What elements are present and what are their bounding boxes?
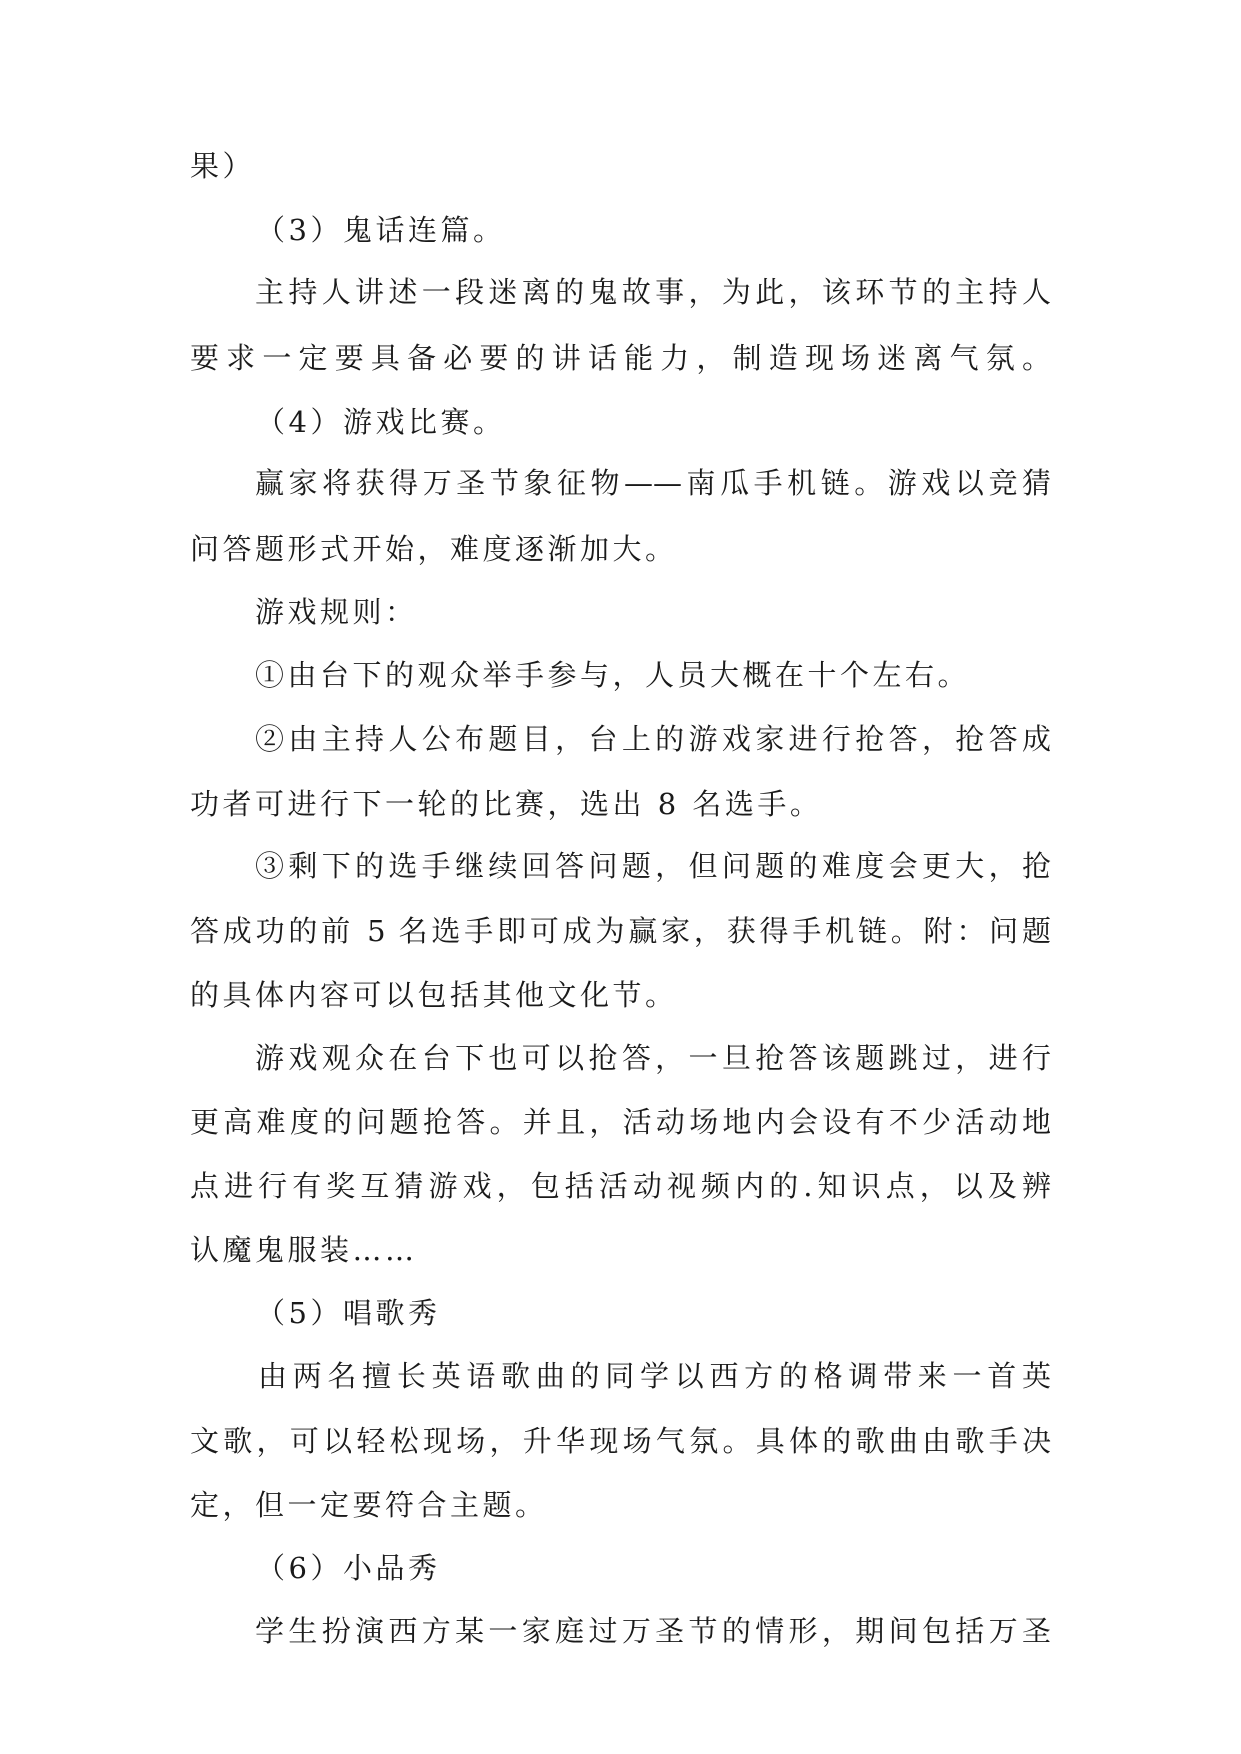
paragraph-line: 功者可进行下一轮的比赛，选出 8 名选手。 bbox=[190, 787, 823, 821]
paragraph-line: 赢家将获得万圣节象征物——南瓜手机链。游戏以竞猜 bbox=[255, 466, 1051, 500]
paragraph-line: 要求一定要具备必要的讲话能力，制造现场迷离气氛。 bbox=[190, 341, 1051, 375]
paragraph-line: 认魔鬼服装…… bbox=[190, 1233, 418, 1267]
paragraph-line: 由两名擅长英语歌曲的同学以西方的格调带来一首英 bbox=[258, 1359, 1051, 1393]
section-heading: （6）小品秀 bbox=[256, 1551, 441, 1585]
paragraph-line: 主持人讲述一段迷离的鬼故事，为此，该环节的主持人 bbox=[255, 275, 1051, 309]
paragraph-line: 文歌，可以轻松现场，升华现场气氛。具体的歌曲由歌手决 bbox=[190, 1424, 1051, 1458]
section-heading: （3）鬼话连篇。 bbox=[256, 213, 506, 247]
paragraph-line: 果） bbox=[190, 149, 256, 183]
list-item: ①由台下的观众举手参与，人员大概在十个左右。 bbox=[255, 658, 971, 692]
paragraph-line: 更高难度的问题抢答。并且，活动场地内会设有不少活动地 bbox=[190, 1105, 1051, 1139]
paragraph-line: 游戏规则： bbox=[255, 595, 418, 629]
paragraph-line: 答成功的前 5 名选手即可成为赢家，获得手机链。附：问题 bbox=[190, 914, 1051, 948]
list-item: ②由主持人公布题目，台上的游戏家进行抢答，抢答成 bbox=[255, 722, 1051, 756]
paragraph-line: 问答题形式开始，难度逐渐加大。 bbox=[190, 532, 678, 566]
paragraph-line: 点进行有奖互猜游戏，包括活动视频内的.知识点，以及辨 bbox=[190, 1169, 1051, 1203]
paragraph-line: 的具体内容可以包括其他文化节。 bbox=[190, 978, 678, 1012]
list-item: ③剩下的选手继续回答问题，但问题的难度会更大，抢 bbox=[255, 849, 1051, 883]
paragraph-line: 游戏观众在台下也可以抢答，一旦抢答该题跳过，进行 bbox=[255, 1041, 1051, 1075]
paragraph-line: 定，但一定要符合主题。 bbox=[190, 1488, 548, 1522]
section-heading: （4）游戏比赛。 bbox=[256, 405, 506, 439]
paragraph-line: 学生扮演西方某一家庭过万圣节的情形，期间包括万圣 bbox=[255, 1614, 1051, 1648]
section-heading: （5）唱歌秀 bbox=[256, 1296, 441, 1330]
